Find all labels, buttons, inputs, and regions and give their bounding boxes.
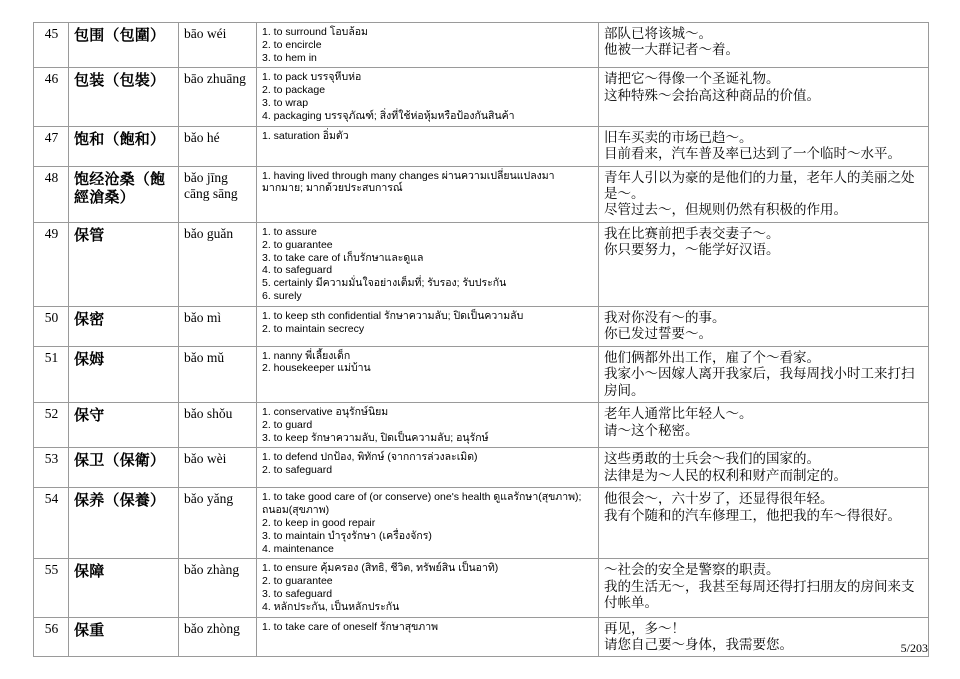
example-sentences <box>599 23 929 68</box>
definitions <box>257 306 599 346</box>
pinyin: bǎo wèi <box>179 448 257 488</box>
pinyin: bāo wéi <box>179 23 257 68</box>
example-line: 请～这个秘密。 <box>604 422 699 439</box>
headword: 保姆 <box>69 346 179 402</box>
definition-line: 3. to hem in <box>262 51 317 64</box>
definition-line: 4. packaging บรรจุภัณฑ์; สิ่งที่ใช้ห่อหุ้มหรือป้องกันสินค้า <box>262 109 515 122</box>
entry-number: 49 <box>34 222 69 306</box>
example-line: 请您自己要～身体，我需要您。 <box>604 637 793 654</box>
definition-line: 1. to surround โอบล้อม <box>262 26 368 38</box>
example-sentences <box>599 559 929 617</box>
example-sentences <box>599 166 929 222</box>
headword: 饱和（飽和） <box>69 126 179 166</box>
entry-number: 46 <box>34 68 69 126</box>
definition-line: 4. หลักประกัน, เป็นหลักประกัน <box>262 600 400 613</box>
pinyin: bǎo shǒu <box>179 403 257 448</box>
table-row <box>34 23 929 68</box>
headword: 饱经沧桑（飽經滄桑） <box>69 166 179 222</box>
definitions <box>257 166 599 222</box>
table-row <box>34 559 929 617</box>
pinyin: bǎo yǎng <box>179 488 257 559</box>
definition-line: 2. to safeguard <box>262 464 333 477</box>
entry-number: 52 <box>34 403 69 448</box>
example-sentences <box>599 68 929 126</box>
vocabulary-table <box>33 22 929 657</box>
example-line: 这种特殊～会抬高这种商品的价值。 <box>604 87 820 104</box>
definition-line: 2. to guard <box>262 418 313 431</box>
example-line: ～社会的安全是警察的职责。 <box>604 562 780 579</box>
definitions <box>257 403 599 448</box>
table-row <box>34 126 929 166</box>
headword: 保管 <box>69 222 179 306</box>
headword: 保卫（保衛） <box>69 448 179 488</box>
table-row <box>34 222 929 306</box>
headword: 保密 <box>69 306 179 346</box>
definition-line: 1. saturation อิ่มตัว <box>262 129 349 142</box>
definition-line: 1. nanny พี่เลี้ยงเด็ก <box>262 349 351 362</box>
example-sentences <box>599 448 929 488</box>
headword: 保守 <box>69 403 179 448</box>
example-sentences <box>599 346 929 402</box>
pinyin: bāo zhuāng <box>179 68 257 126</box>
pinyin: bǎo mì <box>179 306 257 346</box>
headword: 包装（包裝） <box>69 68 179 126</box>
definition-line: 3. to wrap <box>262 96 309 109</box>
example-line: 我有个随和的汽车修理工，他把我的车～得很好。 <box>604 507 901 524</box>
definition-line: 3. to safeguard <box>262 587 333 600</box>
table-row <box>34 346 929 402</box>
pinyin: bǎo jīng cāng sāng <box>179 166 257 222</box>
example-sentences <box>599 126 929 166</box>
definition-line: 3. to take care of เก็บรักษาและดูแล <box>262 251 424 264</box>
example-sentences <box>599 617 929 657</box>
entry-number: 47 <box>34 126 69 166</box>
entry-number: 56 <box>34 617 69 657</box>
headword: 保养（保養） <box>69 488 179 559</box>
headword: 包围（包圍） <box>69 23 179 68</box>
definition-line: 2. housekeeper แม่บ้าน <box>262 362 371 375</box>
pinyin: bǎo mǔ <box>179 346 257 402</box>
entry-number: 48 <box>34 166 69 222</box>
vocabulary-table-body <box>34 23 929 657</box>
definition-line: 1. having lived through many changes ผ่านความเปลี่ยนแปลงมามากมาย; มากด้วยประสบการณ์ <box>262 169 555 195</box>
example-line: 我的生活无～，我甚至每周还得打扫朋友的房间来支付帐单。 <box>604 578 915 612</box>
pinyin: bǎo hé <box>179 126 257 166</box>
definition-line: 1. to take care of oneself รักษาสุขภาพ <box>262 620 439 633</box>
example-line: 我家小～因嫁人离开我家后，我每周找小时工来打扫房间。 <box>604 366 915 399</box>
example-line: 部队已将该城～。 <box>604 26 712 42</box>
definition-line: 4. to safeguard <box>262 264 333 277</box>
definition-line: 1. to take good care of (or conserve) one's health ดูแลรักษา(สุขภาพ); ถนอม(สุขภาพ) <box>262 491 582 517</box>
definition-line: 2. to package <box>262 84 326 97</box>
example-line: 请把它～得像一个圣诞礼物。 <box>604 71 780 88</box>
definitions <box>257 488 599 559</box>
definitions <box>257 448 599 488</box>
headword: 保重 <box>69 617 179 657</box>
example-sentences <box>599 222 929 306</box>
example-line: 你已发过誓要～。 <box>604 326 712 343</box>
table-row <box>34 306 929 346</box>
definition-line: 2. to guarantee <box>262 575 333 588</box>
definition-line: 2. to keep in good repair <box>262 516 376 529</box>
example-line: 他很会～，六十岁了，还显得很年轻。 <box>604 491 834 508</box>
example-line: 这些勇敢的士兵会～我们的国家的。 <box>604 451 820 468</box>
definition-line: 6. surely <box>262 289 302 302</box>
definition-line: 2. to maintain secrecy <box>262 322 365 335</box>
example-line: 你只要努力，～能学好汉语。 <box>604 242 780 259</box>
example-line: 他被一大群记者～着。 <box>604 42 739 59</box>
table-row <box>34 166 929 222</box>
table-row <box>34 448 929 488</box>
definition-line: 5. certainly มีความมั่นใจอย่างเต็มที่; รับรอง; รับประกัน <box>262 277 507 290</box>
example-sentences <box>599 306 929 346</box>
pinyin: bǎo guǎn <box>179 222 257 306</box>
example-line: 青年人引以为豪的是他们的力量，老年人的美丽之处是～。 <box>604 169 915 202</box>
definition-line: 1. to keep sth confidential รักษาความลับ; ปิดเป็นความลับ <box>262 309 524 322</box>
example-line: 他们俩都外出工作，雇了个～看家。 <box>604 349 820 366</box>
definitions <box>257 68 599 126</box>
entry-number: 54 <box>34 488 69 559</box>
definition-line: 3. to maintain บำรุงรักษา (เครื่องจักร) <box>262 529 432 542</box>
definition-line: 1. to pack บรรจุหีบห่อ <box>262 71 362 84</box>
definition-line: 1. to assure <box>262 225 317 238</box>
table-row <box>34 488 929 559</box>
definitions <box>257 23 599 68</box>
example-sentences <box>599 403 929 448</box>
entry-number: 55 <box>34 559 69 617</box>
definition-line: 1. to ensure คุ้มครอง (สิทธิ, ชีวิต, ทรัพย์สิน เป็นอาทิ) <box>262 562 499 575</box>
definition-line: 1. conservative อนุรักษ์นิยม <box>262 406 389 419</box>
definitions <box>257 559 599 617</box>
definition-line: 2. to encircle <box>262 38 322 51</box>
definition-line: 4. maintenance <box>262 542 334 555</box>
example-line: 尽管过去～，但规则仍然有积极的作用。 <box>604 202 847 219</box>
example-sentences <box>599 488 929 559</box>
example-line: 旧车买卖的市场已趋～。 <box>604 129 753 146</box>
definitions <box>257 126 599 166</box>
example-line: 再见，多～！ <box>604 620 685 637</box>
definitions <box>257 222 599 306</box>
definition-line: 3. to keep รักษาความลับ, ปิดเป็นความลับ; อนุรักษ์ <box>262 431 489 444</box>
pinyin: bǎo zhòng <box>179 617 257 657</box>
definitions <box>257 346 599 402</box>
example-line: 我在比赛前把手表交妻子～。 <box>604 225 780 242</box>
definitions <box>257 617 599 657</box>
example-line: 我对你没有～的事。 <box>604 309 726 326</box>
entry-number: 53 <box>34 448 69 488</box>
pinyin: bǎo zhàng <box>179 559 257 617</box>
table-row <box>34 617 929 657</box>
example-line: 法律是为～人民的权利和财产而制定的。 <box>604 467 847 484</box>
example-line: 老年人通常比年轻人～。 <box>604 406 753 423</box>
table-row <box>34 403 929 448</box>
entry-number: 45 <box>34 23 69 68</box>
definition-line: 1. to defend ปกป้อง, พิทักษ์ (จากการล่วงละเมิด) <box>262 451 478 464</box>
table-row <box>34 68 929 126</box>
example-line: 目前看来，汽车普及率已达到了一个临时～水平。 <box>604 146 901 163</box>
definition-line: 2. to guarantee <box>262 238 333 251</box>
entry-number: 50 <box>34 306 69 346</box>
page-number: 5/203 <box>900 641 928 655</box>
headword: 保障 <box>69 559 179 617</box>
entry-number: 51 <box>34 346 69 402</box>
